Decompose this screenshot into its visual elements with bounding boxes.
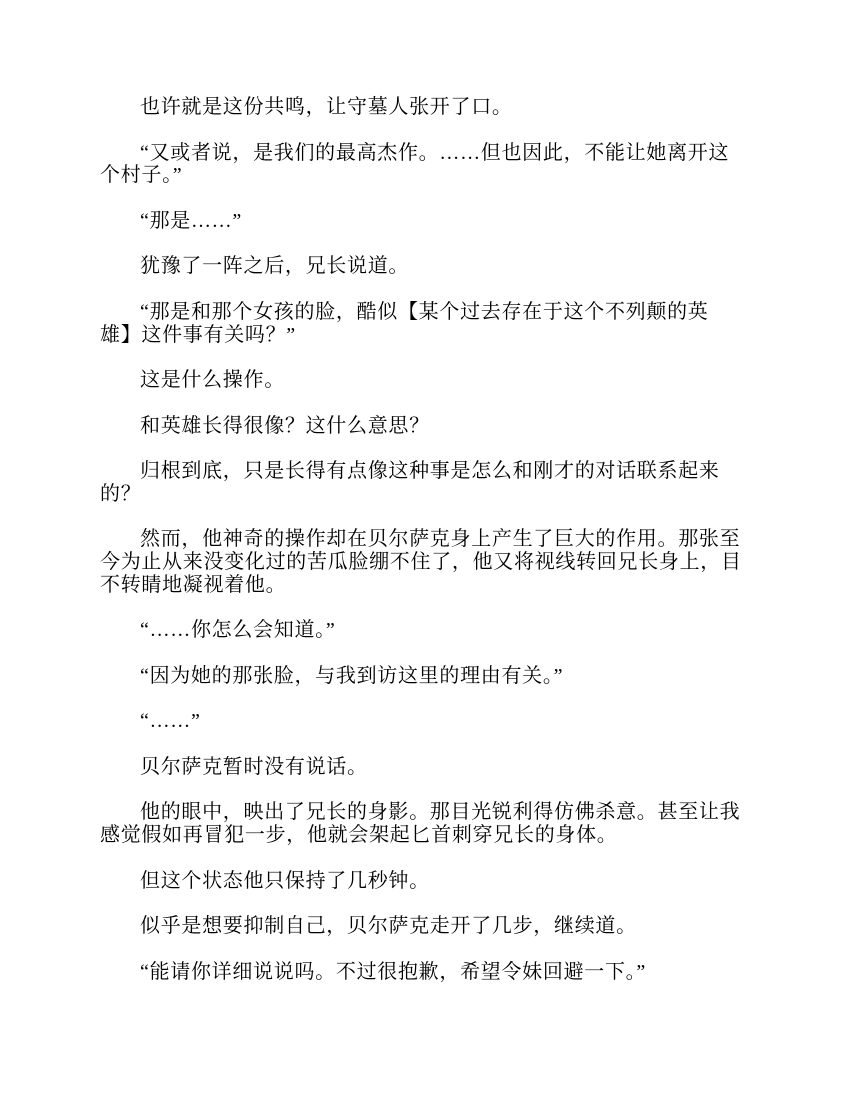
text-line: 贝尔萨克暂时没有说话。 (140, 755, 368, 778)
paragraph (100, 369, 760, 392)
text-line: 他的眼中，映出了兄长的身影。那目光锐利得仿佛杀意。甚至让我 (140, 801, 741, 824)
text-line: 归根到底，只是长得有点像这种事是怎么和刚才的对话联系起来 (140, 460, 720, 482)
paragraph (100, 870, 760, 893)
text-line: 的？ (100, 482, 142, 505)
paragraph (100, 528, 760, 596)
text-line: “……你怎么会知道。” (140, 619, 336, 642)
text-line: 不转睛地凝视着他。 (100, 573, 287, 596)
paragraph (100, 460, 760, 506)
paragraph (100, 96, 760, 119)
paragraph (100, 619, 760, 642)
text-line: 这是什么操作。 (140, 369, 285, 391)
text-line: 但这个状态他只保持了几秒钟。 (140, 869, 430, 892)
text-line: 然而，他神奇的操作却在贝尔萨克身上产生了巨大的作用。那张至 (140, 528, 741, 551)
paragraph (100, 255, 760, 278)
text-line: 个村子。” (100, 164, 183, 187)
paragraph (100, 801, 760, 847)
paragraph (100, 710, 760, 733)
paragraph (100, 915, 760, 938)
text-line: 雄】这件事有关吗？” (100, 323, 296, 346)
text-line: “又或者说，是我们的最高杰作。……但也因此，不能让她离开这 (140, 141, 730, 164)
text-line: “……” (140, 710, 201, 733)
text-line: 犹豫了一阵之后，兄长说道。 (140, 255, 410, 278)
paragraph (100, 142, 760, 188)
text-line: 和英雄长得很像？这什么意思？ (140, 414, 430, 437)
text-line: “能请你详细说说吗。不过很抱歉，希望令妹回避一下。” (140, 960, 646, 983)
paragraph (100, 415, 760, 438)
paragraph (100, 210, 760, 233)
text-line: 似乎是想要抑制自己，贝尔萨克走开了几步，继续道。 (140, 915, 637, 937)
text-line: “因为她的那张脸，与我到访这里的理由有关。” (140, 664, 564, 687)
paragraph (100, 961, 760, 984)
paragraph (100, 756, 760, 779)
paragraph (100, 301, 760, 347)
text-line: “那是和那个女孩的脸，酷似【某个过去存在于这个不列颠的英 (140, 300, 709, 323)
text-line: “那是……” (140, 209, 242, 232)
text-line: 也许就是这份共鸣，让守墓人张开了口。 (140, 96, 513, 118)
text-block (100, 96, 760, 983)
text-line: 今为止从来没变化过的苦瓜脸绷不住了，他又将视线转回兄长身上，目 (100, 551, 742, 573)
paragraph (100, 665, 760, 688)
text-line: 感觉假如再冒犯一步，他就会架起匕首刺穿兄长的身体。 (100, 824, 618, 846)
